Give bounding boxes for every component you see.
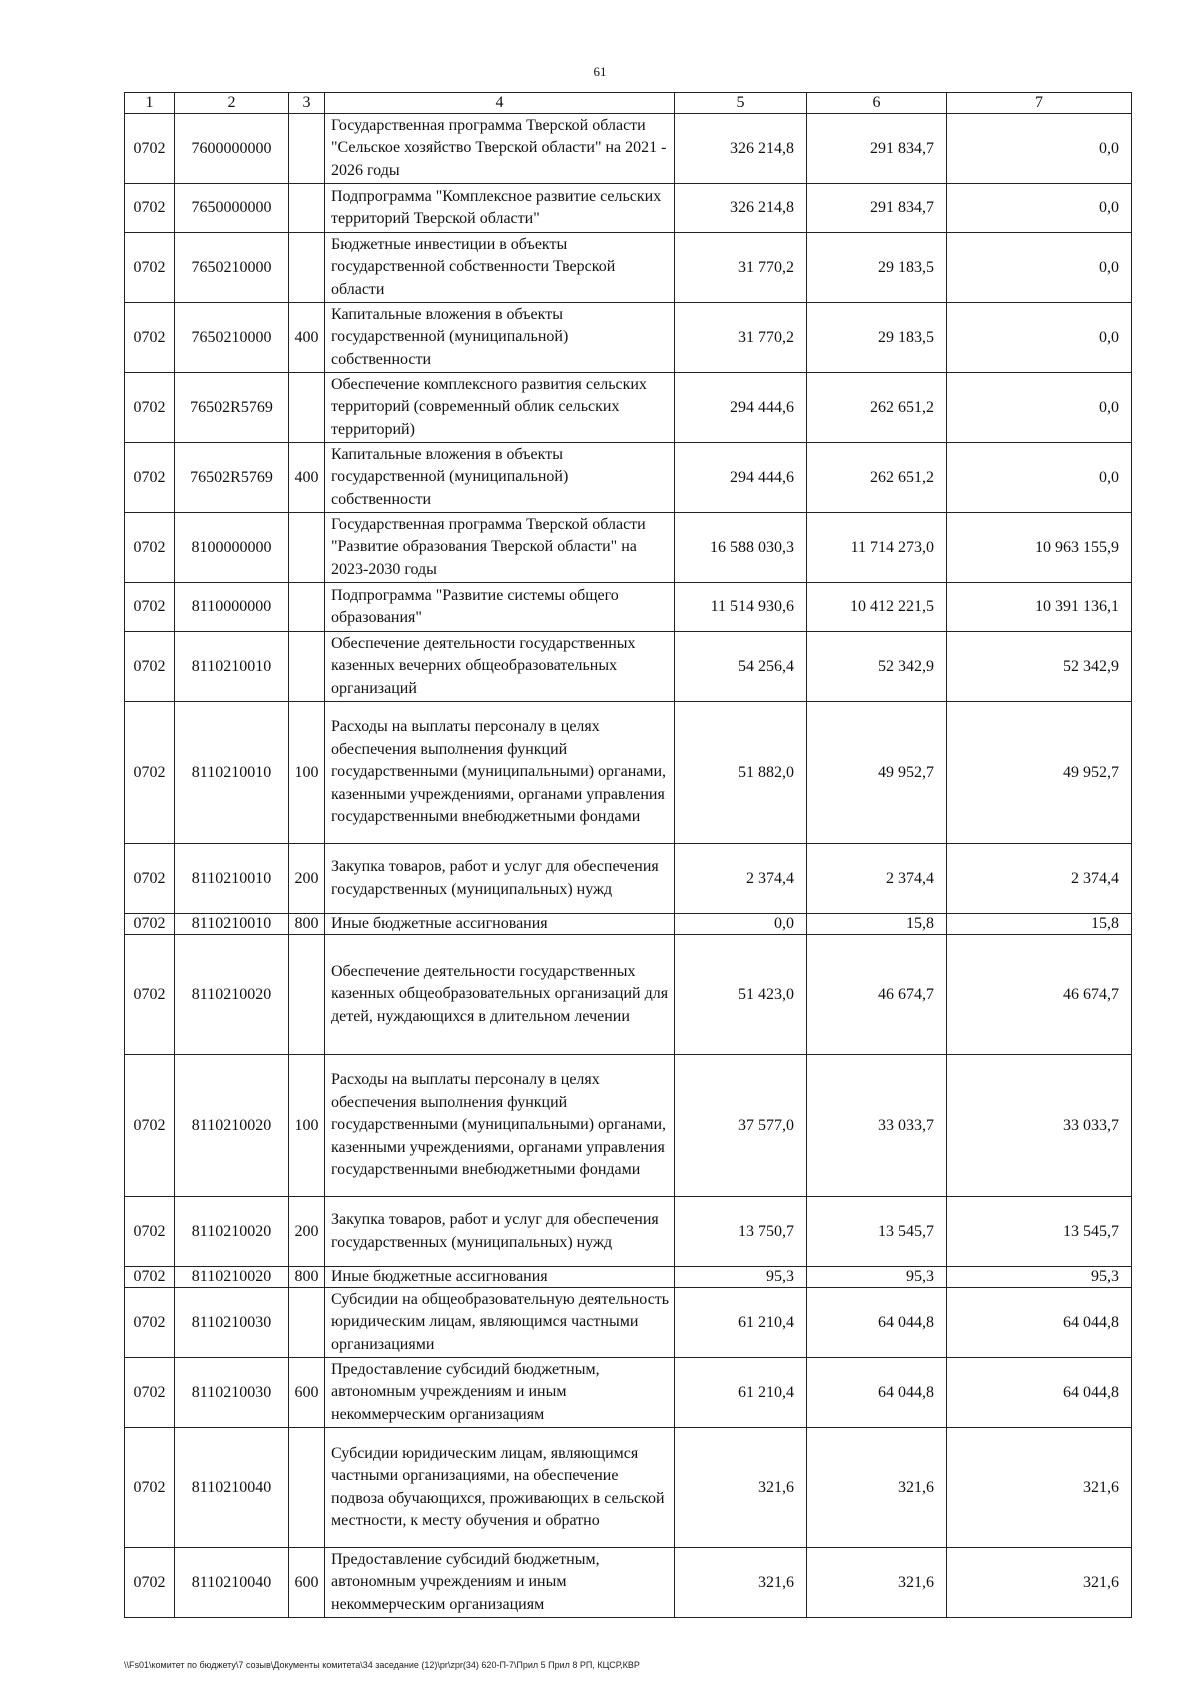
amount-col-7: 0,0 xyxy=(947,114,1132,184)
target-article-code: 8110210040 xyxy=(175,1428,289,1548)
section-code: 0702 xyxy=(125,513,175,583)
amount-col-7: 2 374,4 xyxy=(947,844,1132,914)
amount-col-5: 321,6 xyxy=(675,1428,807,1548)
item-name: Подпрограмма "Комплексное развитие сельских территорий Тверской области" xyxy=(325,184,675,233)
amount-col-7: 64 044,8 xyxy=(947,1358,1132,1428)
column-header-3: 3 xyxy=(289,93,325,114)
amount-col-7: 33 033,7 xyxy=(947,1055,1132,1197)
amount-col-5: 61 210,4 xyxy=(675,1288,807,1358)
table-row xyxy=(125,1548,1132,1618)
target-article-code: 8100000000 xyxy=(175,513,289,583)
expense-type-code: 100 xyxy=(289,702,325,844)
section-code: 0702 xyxy=(125,702,175,844)
expense-type-code: 400 xyxy=(289,303,325,373)
expense-type-code xyxy=(289,935,325,1055)
expense-type-code xyxy=(289,184,325,233)
section-code: 0702 xyxy=(125,935,175,1055)
expense-type-code xyxy=(289,114,325,184)
table-row xyxy=(125,583,1132,632)
item-name: Субсидии на общеобразовательную деятельность юридическим лицам, являющимся частными организациями xyxy=(325,1288,675,1358)
amount-col-6: 262 651,2 xyxy=(807,443,947,513)
expense-type-code: 400 xyxy=(289,443,325,513)
item-name: Капитальные вложения в объекты государственной (муниципальной) собственности xyxy=(325,443,675,513)
expense-type-code xyxy=(289,373,325,443)
item-name: Расходы на выплаты персоналу в целях обеспечения выполнения функций государственными (муниципальными) органами, казенными учреждениями, органами управления государственными внебюджетными фондами xyxy=(325,702,675,844)
table-row xyxy=(125,1197,1132,1267)
amount-col-7: 15,8 xyxy=(947,914,1132,935)
amount-col-7: 52 342,9 xyxy=(947,632,1132,702)
table-row xyxy=(125,184,1132,233)
amount-col-7: 10 963 155,9 xyxy=(947,513,1132,583)
table-row xyxy=(125,233,1132,303)
expense-type-code: 200 xyxy=(289,1197,325,1267)
amount-col-7: 95,3 xyxy=(947,1267,1132,1288)
amount-col-7: 10 391 136,1 xyxy=(947,583,1132,632)
amount-col-5: 51 882,0 xyxy=(675,702,807,844)
section-code: 0702 xyxy=(125,184,175,233)
section-code: 0702 xyxy=(125,844,175,914)
item-name: Расходы на выплаты персоналу в целях обеспечения выполнения функций государственными (муниципальными) органами, казенными учреждениями, органами управления государственными внебюджетными фондами xyxy=(325,1055,675,1197)
item-name: Обеспечение деятельности государственных казенных вечерних общеобразовательных организаций xyxy=(325,632,675,702)
expense-type-code: 800 xyxy=(289,1267,325,1288)
target-article-code: 8110210010 xyxy=(175,914,289,935)
item-name: Государственная программа Тверской области "Сельское хозяйство Тверской области" на 2021 - 2026 годы xyxy=(325,114,675,184)
item-name: Субсидии юридическим лицам, являющимся частными организациями, на обеспечение подвоза обучающихся, проживающих в сельской местности, к месту обучения и обратно xyxy=(325,1428,675,1548)
amount-col-6: 321,6 xyxy=(807,1548,947,1618)
amount-col-6: 46 674,7 xyxy=(807,935,947,1055)
amount-col-5: 326 214,8 xyxy=(675,184,807,233)
table-row xyxy=(125,702,1132,844)
column-header-4: 4 xyxy=(325,93,675,114)
table-row xyxy=(125,1428,1132,1548)
expense-type-code: 600 xyxy=(289,1548,325,1618)
item-name: Закупка товаров, работ и услуг для обеспечения государственных (муниципальных) нужд xyxy=(325,1197,675,1267)
amount-col-6: 2 374,4 xyxy=(807,844,947,914)
table-row xyxy=(125,844,1132,914)
target-article-code: 76502R5769 xyxy=(175,443,289,513)
amount-col-5: 2 374,4 xyxy=(675,844,807,914)
section-code: 0702 xyxy=(125,443,175,513)
section-code: 0702 xyxy=(125,1428,175,1548)
amount-col-6: 291 834,7 xyxy=(807,184,947,233)
item-name: Закупка товаров, работ и услуг для обеспечения государственных (муниципальных) нужд xyxy=(325,844,675,914)
item-name: Подпрограмма "Развитие системы общего образования" xyxy=(325,583,675,632)
amount-col-7: 64 044,8 xyxy=(947,1288,1132,1358)
item-name: Иные бюджетные ассигнования xyxy=(325,914,675,935)
target-article-code: 7650210000 xyxy=(175,233,289,303)
amount-col-6: 262 651,2 xyxy=(807,373,947,443)
item-name: Обеспечение деятельности государственных казенных общеобразовательных организаций для детей, нуждающихся в длительном лечении xyxy=(325,935,675,1055)
table-row xyxy=(125,935,1132,1055)
target-article-code: 76502R5769 xyxy=(175,373,289,443)
target-article-code: 7650210000 xyxy=(175,303,289,373)
table-row xyxy=(125,1055,1132,1197)
amount-col-5: 294 444,6 xyxy=(675,373,807,443)
table-row xyxy=(125,1288,1132,1358)
amount-col-5: 326 214,8 xyxy=(675,114,807,184)
amount-col-6: 33 033,7 xyxy=(807,1055,947,1197)
item-name: Бюджетные инвестиции в объекты государственной собственности Тверской области xyxy=(325,233,675,303)
amount-col-6: 64 044,8 xyxy=(807,1358,947,1428)
table-row xyxy=(125,303,1132,373)
expense-type-code xyxy=(289,233,325,303)
table-row xyxy=(125,513,1132,583)
amount-col-5: 11 514 930,6 xyxy=(675,583,807,632)
section-code: 0702 xyxy=(125,1267,175,1288)
item-name: Предоставление субсидий бюджетным, автономным учреждениям и иным некоммерческим организациям xyxy=(325,1358,675,1428)
table-row xyxy=(125,443,1132,513)
amount-col-5: 31 770,2 xyxy=(675,303,807,373)
section-code: 0702 xyxy=(125,303,175,373)
item-name: Обеспечение комплексного развития сельских территорий (современный облик сельских территорий) xyxy=(325,373,675,443)
amount-col-5: 37 577,0 xyxy=(675,1055,807,1197)
target-article-code: 8110210010 xyxy=(175,702,289,844)
amount-col-7: 49 952,7 xyxy=(947,702,1132,844)
target-article-code: 8110210010 xyxy=(175,632,289,702)
amount-col-6: 64 044,8 xyxy=(807,1288,947,1358)
expense-type-code: 800 xyxy=(289,914,325,935)
amount-col-7: 13 545,7 xyxy=(947,1197,1132,1267)
amount-col-7: 0,0 xyxy=(947,184,1132,233)
header-row xyxy=(125,93,1132,114)
amount-col-5: 321,6 xyxy=(675,1548,807,1618)
expense-type-code xyxy=(289,583,325,632)
amount-col-6: 15,8 xyxy=(807,914,947,935)
amount-col-5: 54 256,4 xyxy=(675,632,807,702)
target-article-code: 8110210040 xyxy=(175,1548,289,1618)
expense-type-code: 600 xyxy=(289,1358,325,1428)
amount-col-7: 46 674,7 xyxy=(947,935,1132,1055)
item-name: Предоставление субсидий бюджетным, автономным учреждениям и иным некоммерческим организациям xyxy=(325,1548,675,1618)
section-code: 0702 xyxy=(125,373,175,443)
table-row xyxy=(125,632,1132,702)
table-row xyxy=(125,373,1132,443)
item-name: Капитальные вложения в объекты государственной (муниципальной) собственности xyxy=(325,303,675,373)
expense-type-code: 100 xyxy=(289,1055,325,1197)
page-number: 61 xyxy=(593,64,607,79)
table-row xyxy=(125,1358,1132,1428)
amount-col-6: 13 545,7 xyxy=(807,1197,947,1267)
item-name: Иные бюджетные ассигнования xyxy=(325,1267,675,1288)
expense-type-code xyxy=(289,632,325,702)
expense-type-code: 200 xyxy=(289,844,325,914)
amount-col-5: 51 423,0 xyxy=(675,935,807,1055)
amount-col-7: 0,0 xyxy=(947,443,1132,513)
expense-type-code xyxy=(289,1288,325,1358)
section-code: 0702 xyxy=(125,632,175,702)
amount-col-7: 0,0 xyxy=(947,303,1132,373)
amount-col-6: 49 952,7 xyxy=(807,702,947,844)
file-path-footer: \\Fs01\комитет по бюджету\7 созыв\Документы комитета\34 заседание (12)\pr\zpr(34) 620-П-7\Прил 5 Прил 8 РП, КЦСР,КВР xyxy=(124,1660,640,1670)
section-code: 0702 xyxy=(125,914,175,935)
target-article-code: 8110000000 xyxy=(175,583,289,632)
target-article-code: 7650000000 xyxy=(175,184,289,233)
target-article-code: 8110210020 xyxy=(175,1197,289,1267)
item-name: Государственная программа Тверской области "Развитие образования Тверской области" на 2023-2030 годы xyxy=(325,513,675,583)
column-header-5: 5 xyxy=(675,93,807,114)
section-code: 0702 xyxy=(125,1055,175,1197)
amount-col-5: 31 770,2 xyxy=(675,233,807,303)
expense-type-code xyxy=(289,1428,325,1548)
target-article-code: 8110210020 xyxy=(175,1267,289,1288)
target-article-code: 8110210030 xyxy=(175,1358,289,1428)
section-code: 0702 xyxy=(125,1288,175,1358)
amount-col-6: 29 183,5 xyxy=(807,233,947,303)
section-code: 0702 xyxy=(125,1548,175,1618)
amount-col-5: 95,3 xyxy=(675,1267,807,1288)
column-header-6: 6 xyxy=(807,93,947,114)
amount-col-5: 61 210,4 xyxy=(675,1358,807,1428)
amount-col-6: 291 834,7 xyxy=(807,114,947,184)
table-row xyxy=(125,914,1132,935)
amount-col-6: 11 714 273,0 xyxy=(807,513,947,583)
section-code: 0702 xyxy=(125,583,175,632)
budget-table xyxy=(124,92,1132,1618)
section-code: 0702 xyxy=(125,233,175,303)
amount-col-7: 0,0 xyxy=(947,373,1132,443)
section-code: 0702 xyxy=(125,1358,175,1428)
amount-col-6: 95,3 xyxy=(807,1267,947,1288)
amount-col-5: 0,0 xyxy=(675,914,807,935)
amount-col-6: 10 412 221,5 xyxy=(807,583,947,632)
target-article-code: 8110210010 xyxy=(175,844,289,914)
expense-type-code xyxy=(289,513,325,583)
amount-col-5: 13 750,7 xyxy=(675,1197,807,1267)
amount-col-6: 29 183,5 xyxy=(807,303,947,373)
table-row xyxy=(125,114,1132,184)
section-code: 0702 xyxy=(125,114,175,184)
target-article-code: 7600000000 xyxy=(175,114,289,184)
amount-col-6: 52 342,9 xyxy=(807,632,947,702)
column-header-1: 1 xyxy=(125,93,175,114)
target-article-code: 8110210020 xyxy=(175,1055,289,1197)
amount-col-6: 321,6 xyxy=(807,1428,947,1548)
table-row xyxy=(125,1267,1132,1288)
column-header-7: 7 xyxy=(947,93,1132,114)
target-article-code: 8110210020 xyxy=(175,935,289,1055)
amount-col-7: 321,6 xyxy=(947,1548,1132,1618)
column-header-2: 2 xyxy=(175,93,289,114)
amount-col-5: 16 588 030,3 xyxy=(675,513,807,583)
amount-col-7: 0,0 xyxy=(947,233,1132,303)
section-code: 0702 xyxy=(125,1197,175,1267)
target-article-code: 8110210030 xyxy=(175,1288,289,1358)
amount-col-5: 294 444,6 xyxy=(675,443,807,513)
amount-col-7: 321,6 xyxy=(947,1428,1132,1548)
